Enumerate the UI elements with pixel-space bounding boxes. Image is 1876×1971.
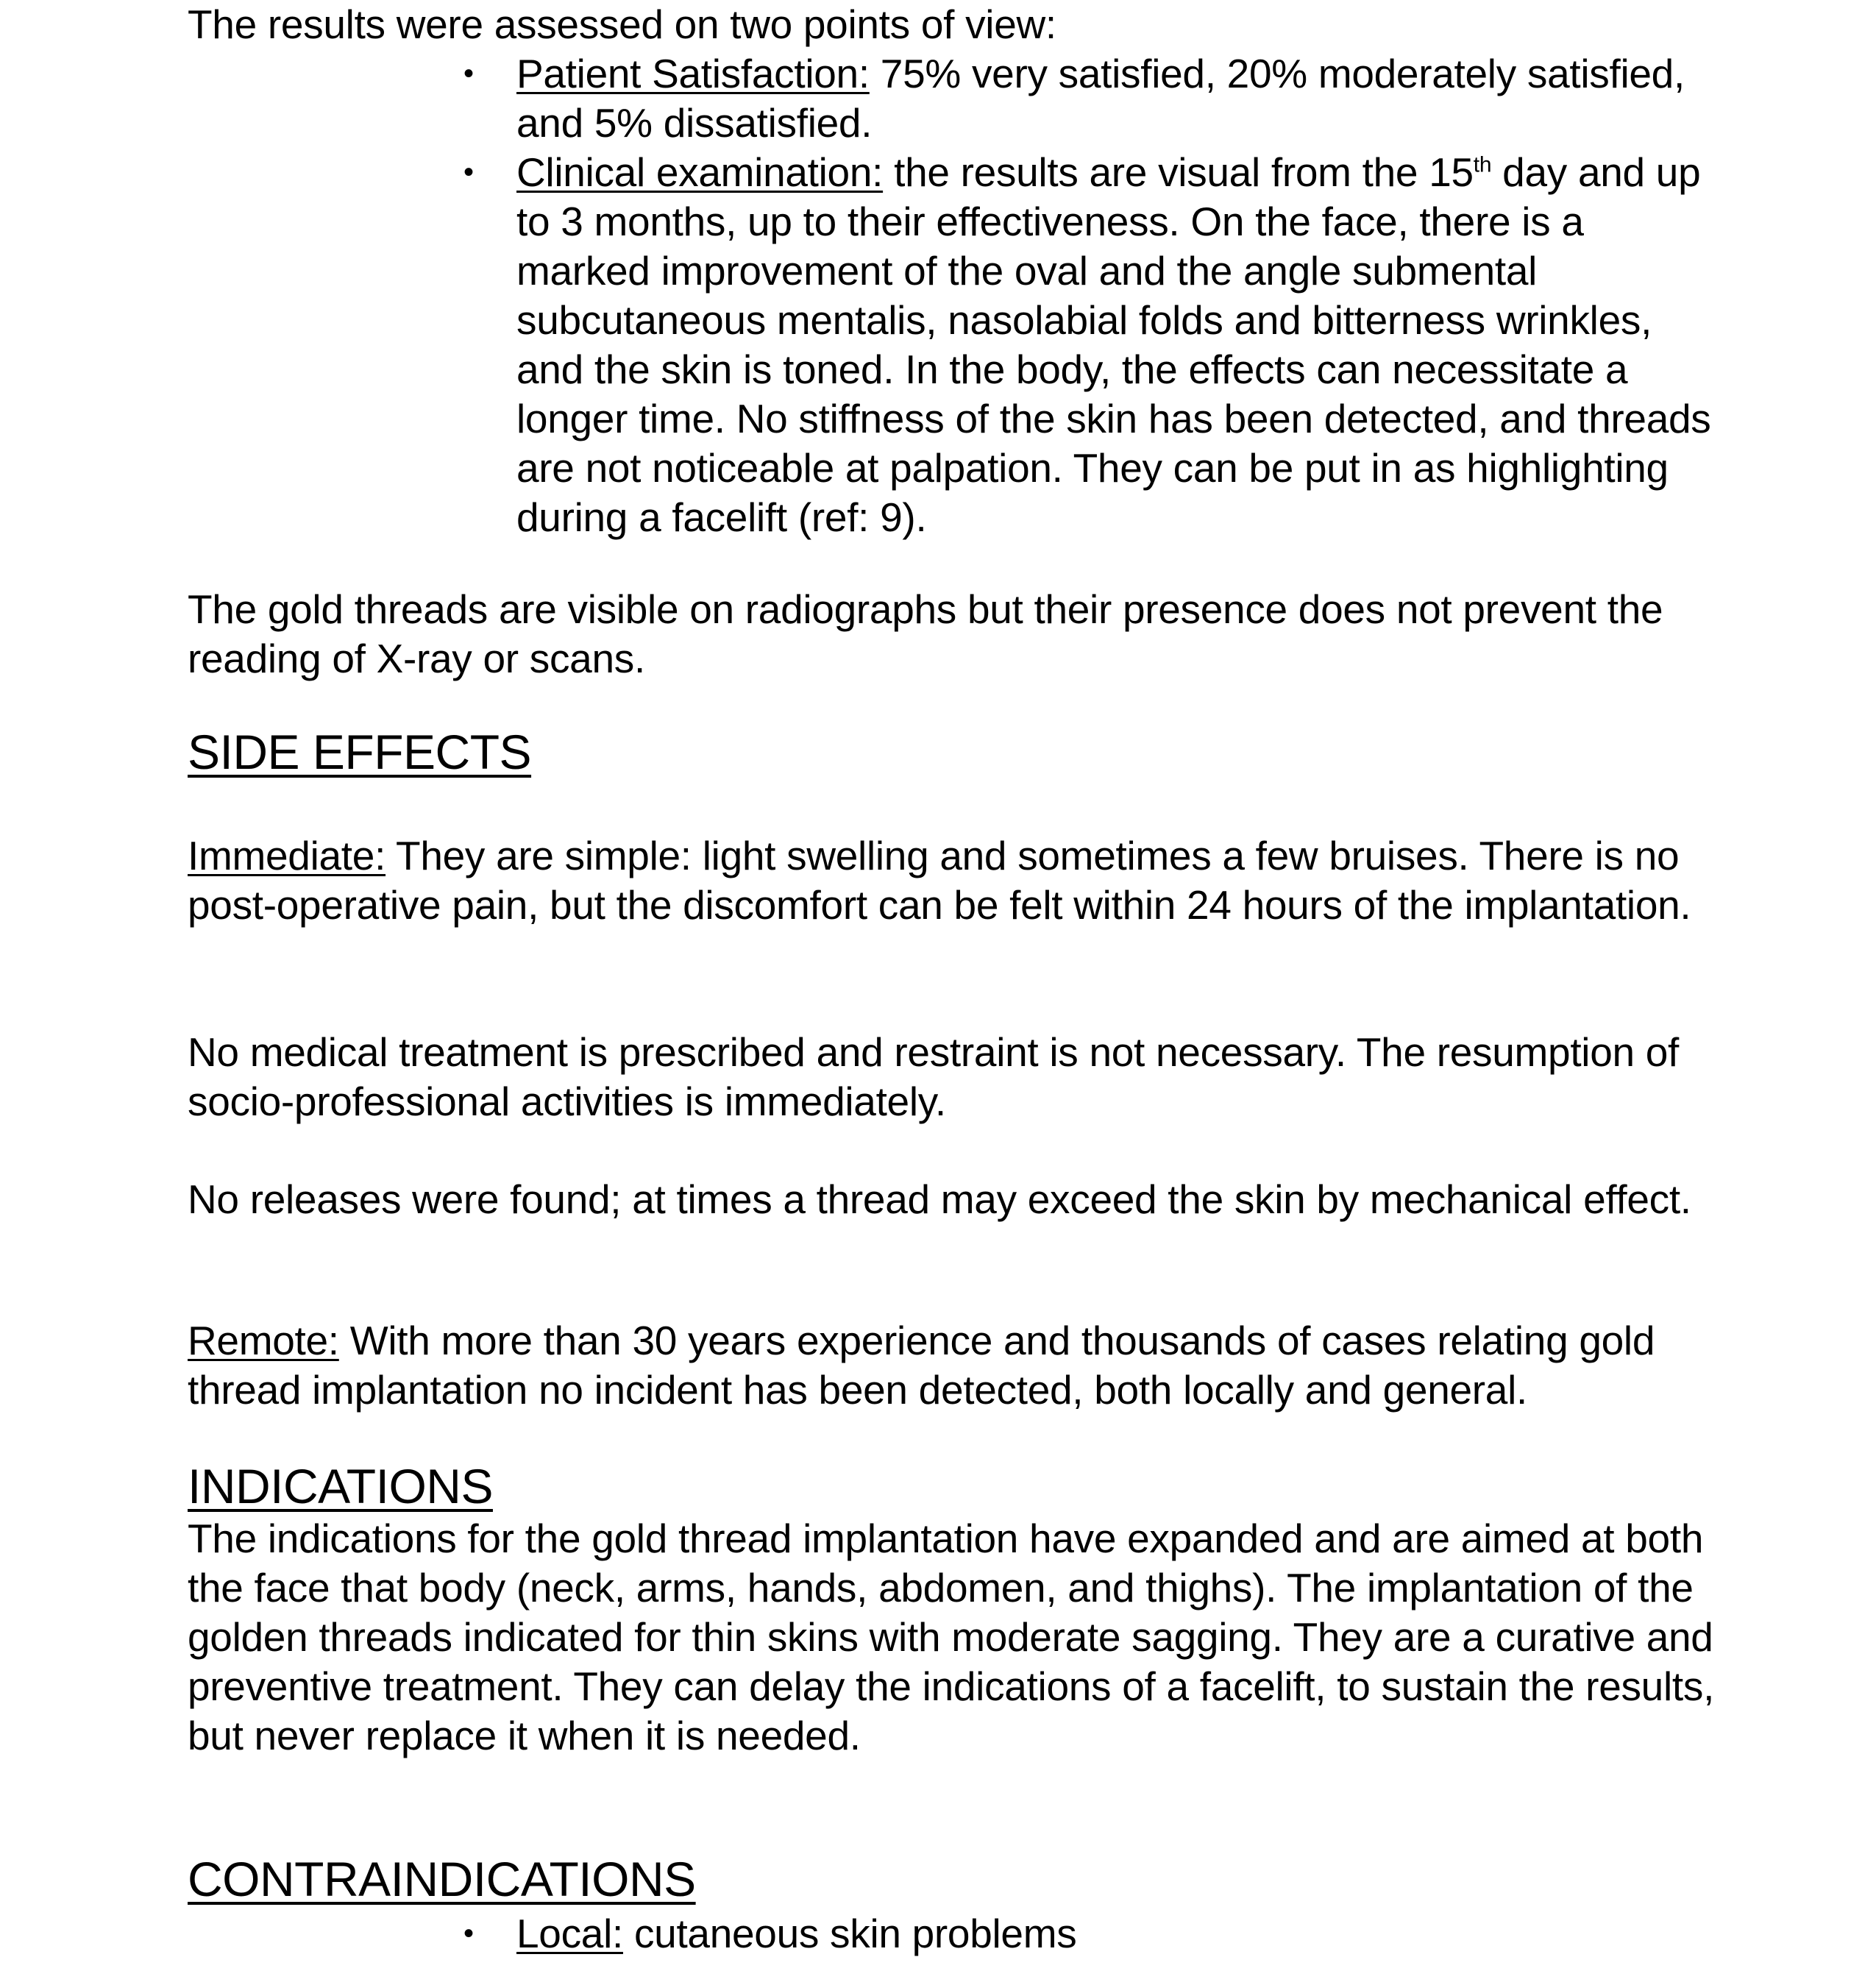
remote-label: Remote: xyxy=(188,1318,339,1363)
superscript: th xyxy=(1473,152,1492,177)
item-text: the results are visual from the 15 xyxy=(883,149,1474,195)
item-text-continued: day and up to 3 months, up to their effectiveness. On the face, there is a marked improvement of the oval and the angle submental subcutaneous mentalis, nasolabial folds and bitterness wrinkles, and the skin is toned. In the body, the effects can necessitate a longer time. No stiffness of the skin has been detected, and threads are not noticeable at palpation. They can be put in as highlighting during a facelift (ref: 9). xyxy=(516,149,1711,540)
no-medical-treatment-paragraph: No medical treatment is prescribed and restraint is not necessary. The resumption of socio-professional activities is immediately. xyxy=(188,1029,1680,1124)
bullet-icon: • xyxy=(463,1917,474,1950)
contraindications-heading: CONTRAINDICATIONS xyxy=(188,1852,696,1906)
list-item-patient-satisfaction xyxy=(463,49,1730,148)
list-item-local xyxy=(463,1909,1730,1958)
list-item-clinical-examination xyxy=(463,148,1723,542)
bullet-icon: • xyxy=(463,156,474,188)
indications-heading: INDICATIONS xyxy=(188,1459,493,1513)
immediate-label: Immediate: xyxy=(188,833,386,878)
immediate-text: They are simple: light swelling and sometimes a few bruises. There is no post-operative pain, but the discomfort can be felt within 24 hours of the implantation. xyxy=(188,833,1691,928)
immediate-paragraph xyxy=(188,831,1718,930)
side-effects-heading: SIDE EFFECTS xyxy=(188,725,532,779)
remote-text: With more than 30 years experience and thousands of cases relating gold thread implantation no incident has been detected, both locally and general. xyxy=(188,1318,1655,1413)
remote-paragraph xyxy=(188,1316,1718,1415)
item-text: cutaneous skin problems xyxy=(622,1911,1077,1956)
gold-threads-paragraph: The gold threads are visible on radiographs but their presence does not prevent the reading of X-ray or scans. xyxy=(188,586,1663,681)
item-label: Clinical examination: xyxy=(516,149,884,195)
indications-paragraph: The indications for the gold thread implantation have expanded and are aimed at both the face that body (neck, arms, hands, abdomen, and thighs). The implantation of the golden threads indicated for thin skins with moderate sagging. They are a curative and preventive treatment. They can delay the indications of a facelift, to sustain the results, but never replace it when it is needed. xyxy=(188,1516,1715,1758)
item-label: Patient Satisfaction: xyxy=(516,51,870,96)
bullet-icon: • xyxy=(463,57,474,90)
results-intro: The results were assessed on two points of view: xyxy=(188,1,1056,47)
no-releases-paragraph: No releases were found; at times a thread may exceed the skin by mechanical effect. xyxy=(188,1176,1691,1222)
item-text: 75% very satisfied, 20% moderately satisfied, and 5% dissatisfied. xyxy=(516,51,1685,146)
item-label: Local: xyxy=(516,1911,623,1956)
